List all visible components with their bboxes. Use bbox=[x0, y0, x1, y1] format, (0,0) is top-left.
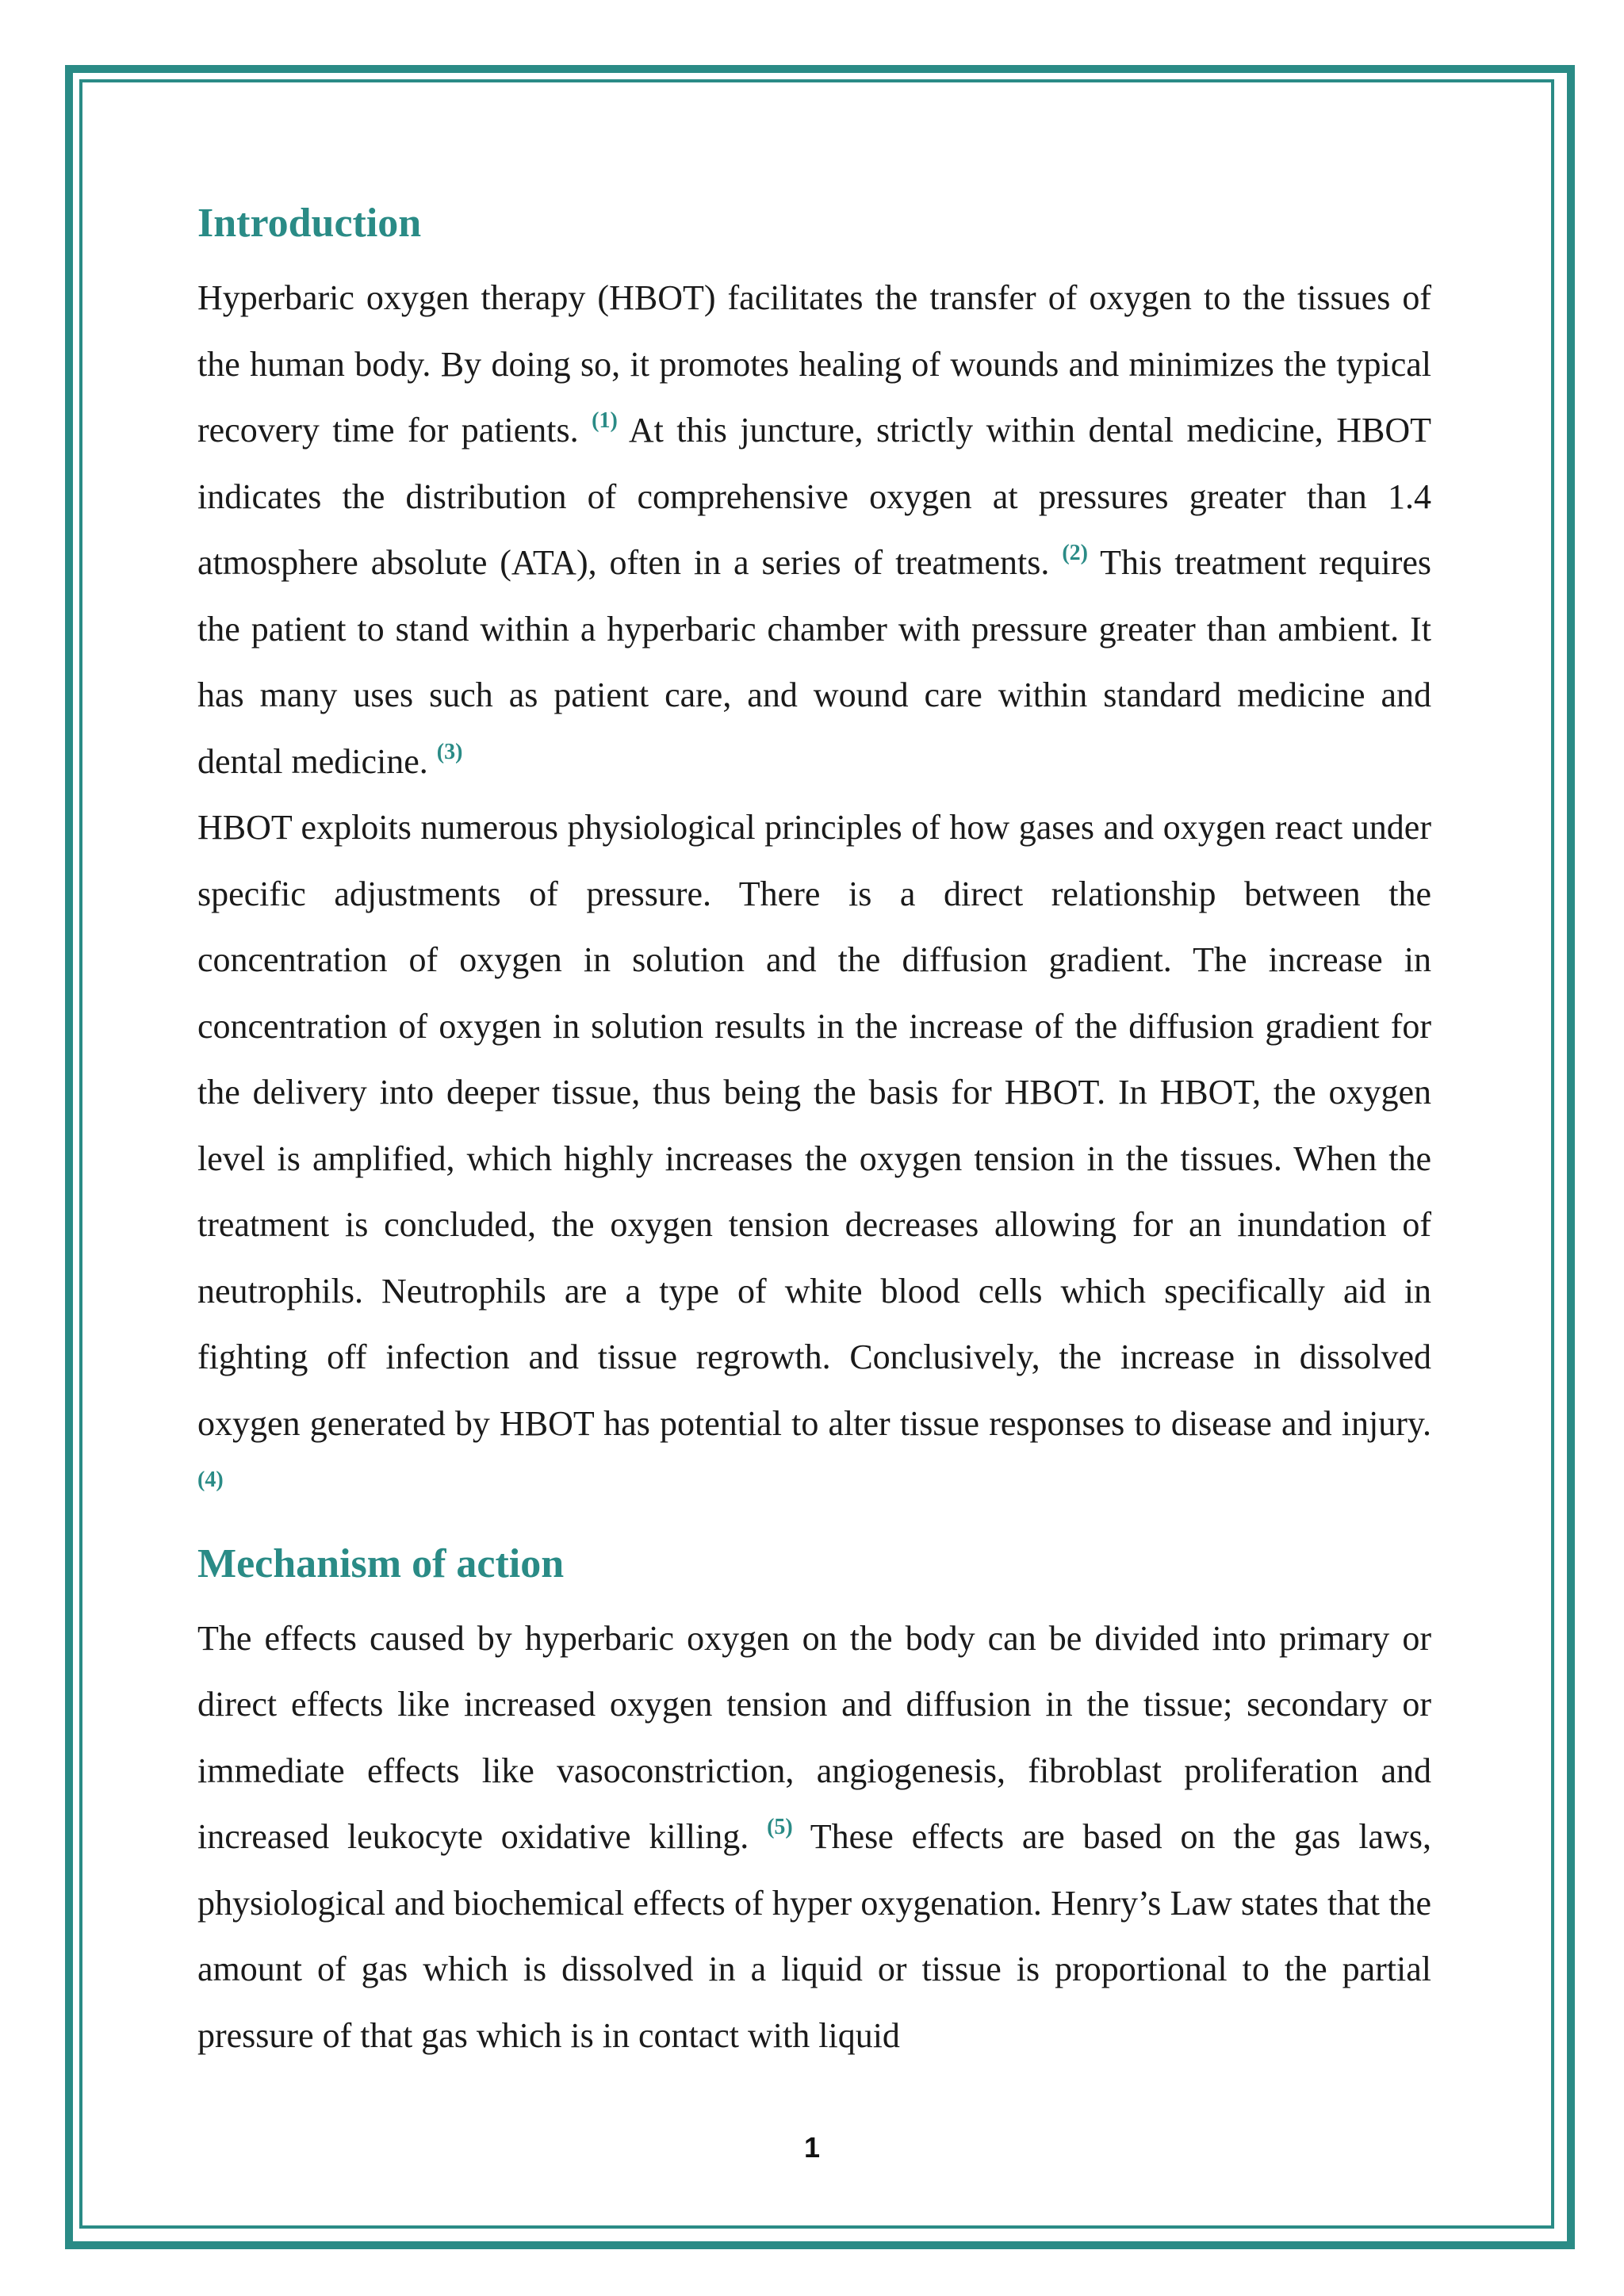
section-heading-introduction: Introduction bbox=[197, 201, 422, 246]
text-run: At this juncture, strictly within dental medicine, HBOT indicates the distribution of comprehensive oxygen at pressures greater than 1.4 atmosphere absolute (ATA), often in a series of treatments. bbox=[197, 411, 1431, 582]
paragraph-mechanism-1 bbox=[197, 1605, 1431, 2069]
text-run: Hyperbaric oxygen therapy (HBOT) facilitates the transfer of oxygen to the tissues of the human body. By doing so, it promotes healing of wounds and minimizes the typical recovery time for patients. bbox=[197, 278, 1431, 450]
page-number: 1 bbox=[803, 2131, 821, 2164]
citation-marker: (2) bbox=[1062, 541, 1088, 565]
paragraph-intro-1 bbox=[197, 265, 1431, 794]
citation-marker: (1) bbox=[592, 408, 618, 433]
citation-marker: (3) bbox=[436, 739, 463, 764]
section-heading-mechanism: Mechanism of action bbox=[197, 1540, 565, 1586]
text-run: HBOT exploits numerous physiological principles of how gases and oxygen react under specific adjustments of pressure. There is a direct relationship between the concentration of oxygen in solution and the diffusion gradient. The increase in concentration of oxygen in solution results in the increase of the diffusion gradient for the delivery into deeper tissue, thus being the basis for HBOT. In HBOT, the oxygen level is amplified, which highly increases the oxygen tension in the tissues. When the treatment is concluded, the oxygen tension decreases allowing for an inundation of neutrophils. Neutrophils are a type of white blood cells which specifically aid in fighting off infection and tissue regrowth. Conclusively, the increase in dissolved oxygen generated by HBOT has potential to alter tissue responses to disease and injury. bbox=[197, 808, 1431, 1443]
citation-marker: (4) bbox=[197, 1468, 224, 1492]
citation-marker: (5) bbox=[767, 1815, 793, 1839]
page-content bbox=[197, 182, 1431, 2068]
text-run: These effects are based on the gas laws, physiological and biochemical effects of hyper oxygenation. Henry’s Law states that the amount of gas which is dissolved in a liquid or tissue is proportional to the partial pressure of that gas which is in contact with liquid bbox=[197, 1817, 1431, 2055]
paragraph-intro-2 bbox=[197, 794, 1431, 1523]
text-run: The effects caused by hyperbaric oxygen on the body can be divided into primary or direct effects like increased oxygen tension and diffusion in the tissue; secondary or immediate effects like vasoconstriction, angiogenesis, fibroblast proliferation and increased leukocyte oxidative killing. bbox=[197, 1618, 1431, 1856]
text-run: This treatment requires the patient to stand within a hyperbaric chamber with pressure greater than ambient. It has many uses such as patient care, and wound care within standard medicine and dental medicine. bbox=[197, 543, 1432, 781]
